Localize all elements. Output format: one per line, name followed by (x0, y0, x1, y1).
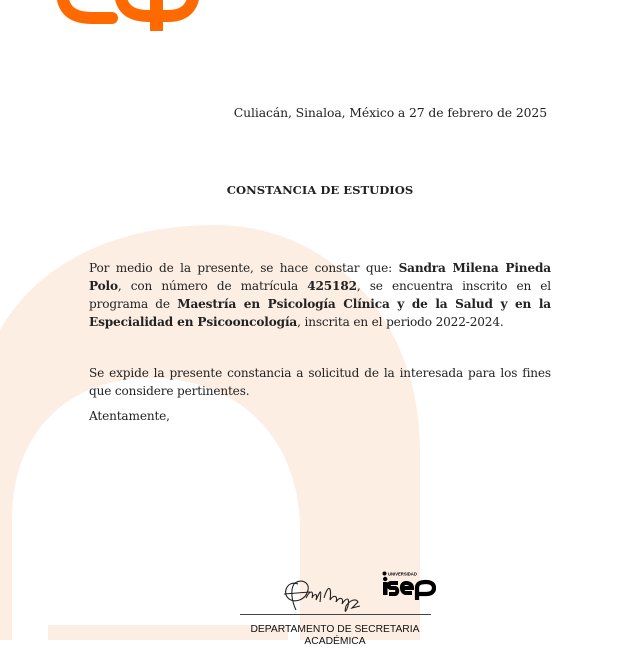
isep-university-logo (382, 571, 436, 601)
program-name: Maestría en Psicología Clínica y de la Salud y en la Especialidad en Psicooncología (89, 297, 551, 329)
closing-text: Atentamente, (89, 409, 170, 423)
signature-line (240, 614, 431, 615)
date-line: Culiacán, Sinaloa, México a 27 de febrero de 2025 (233, 105, 547, 120)
paragraph-text: , con número de matrícula (117, 279, 308, 293)
certification-paragraph (89, 259, 551, 331)
department-name (0, 624, 640, 648)
signature-icon (280, 572, 368, 616)
document-title: CONSTANCIA DE ESTUDIOS (226, 183, 414, 197)
enrollment-number: 425182 (307, 279, 357, 293)
purpose-paragraph: Se expide la presente constancia a solicitud de la interesada para los fines que considere pertinentes. (89, 366, 551, 398)
paragraph-text: , inscrita en el periodo 2022-2024. (297, 315, 504, 329)
department-line-1: DEPARTAMENTO DE SECRETARIA (250, 624, 420, 635)
svg-text:UNIVERSIDAD: UNIVERSIDAD (388, 571, 417, 577)
department-line-2: ACADÉMICA (304, 636, 366, 647)
paragraph-text: Por medio de la presente, se hace constar que: (89, 261, 399, 275)
paragraph-text: , se encuentra inscrito en el programa de (89, 279, 551, 311)
student-name: Sandra Milena Pineda Polo (89, 261, 551, 293)
